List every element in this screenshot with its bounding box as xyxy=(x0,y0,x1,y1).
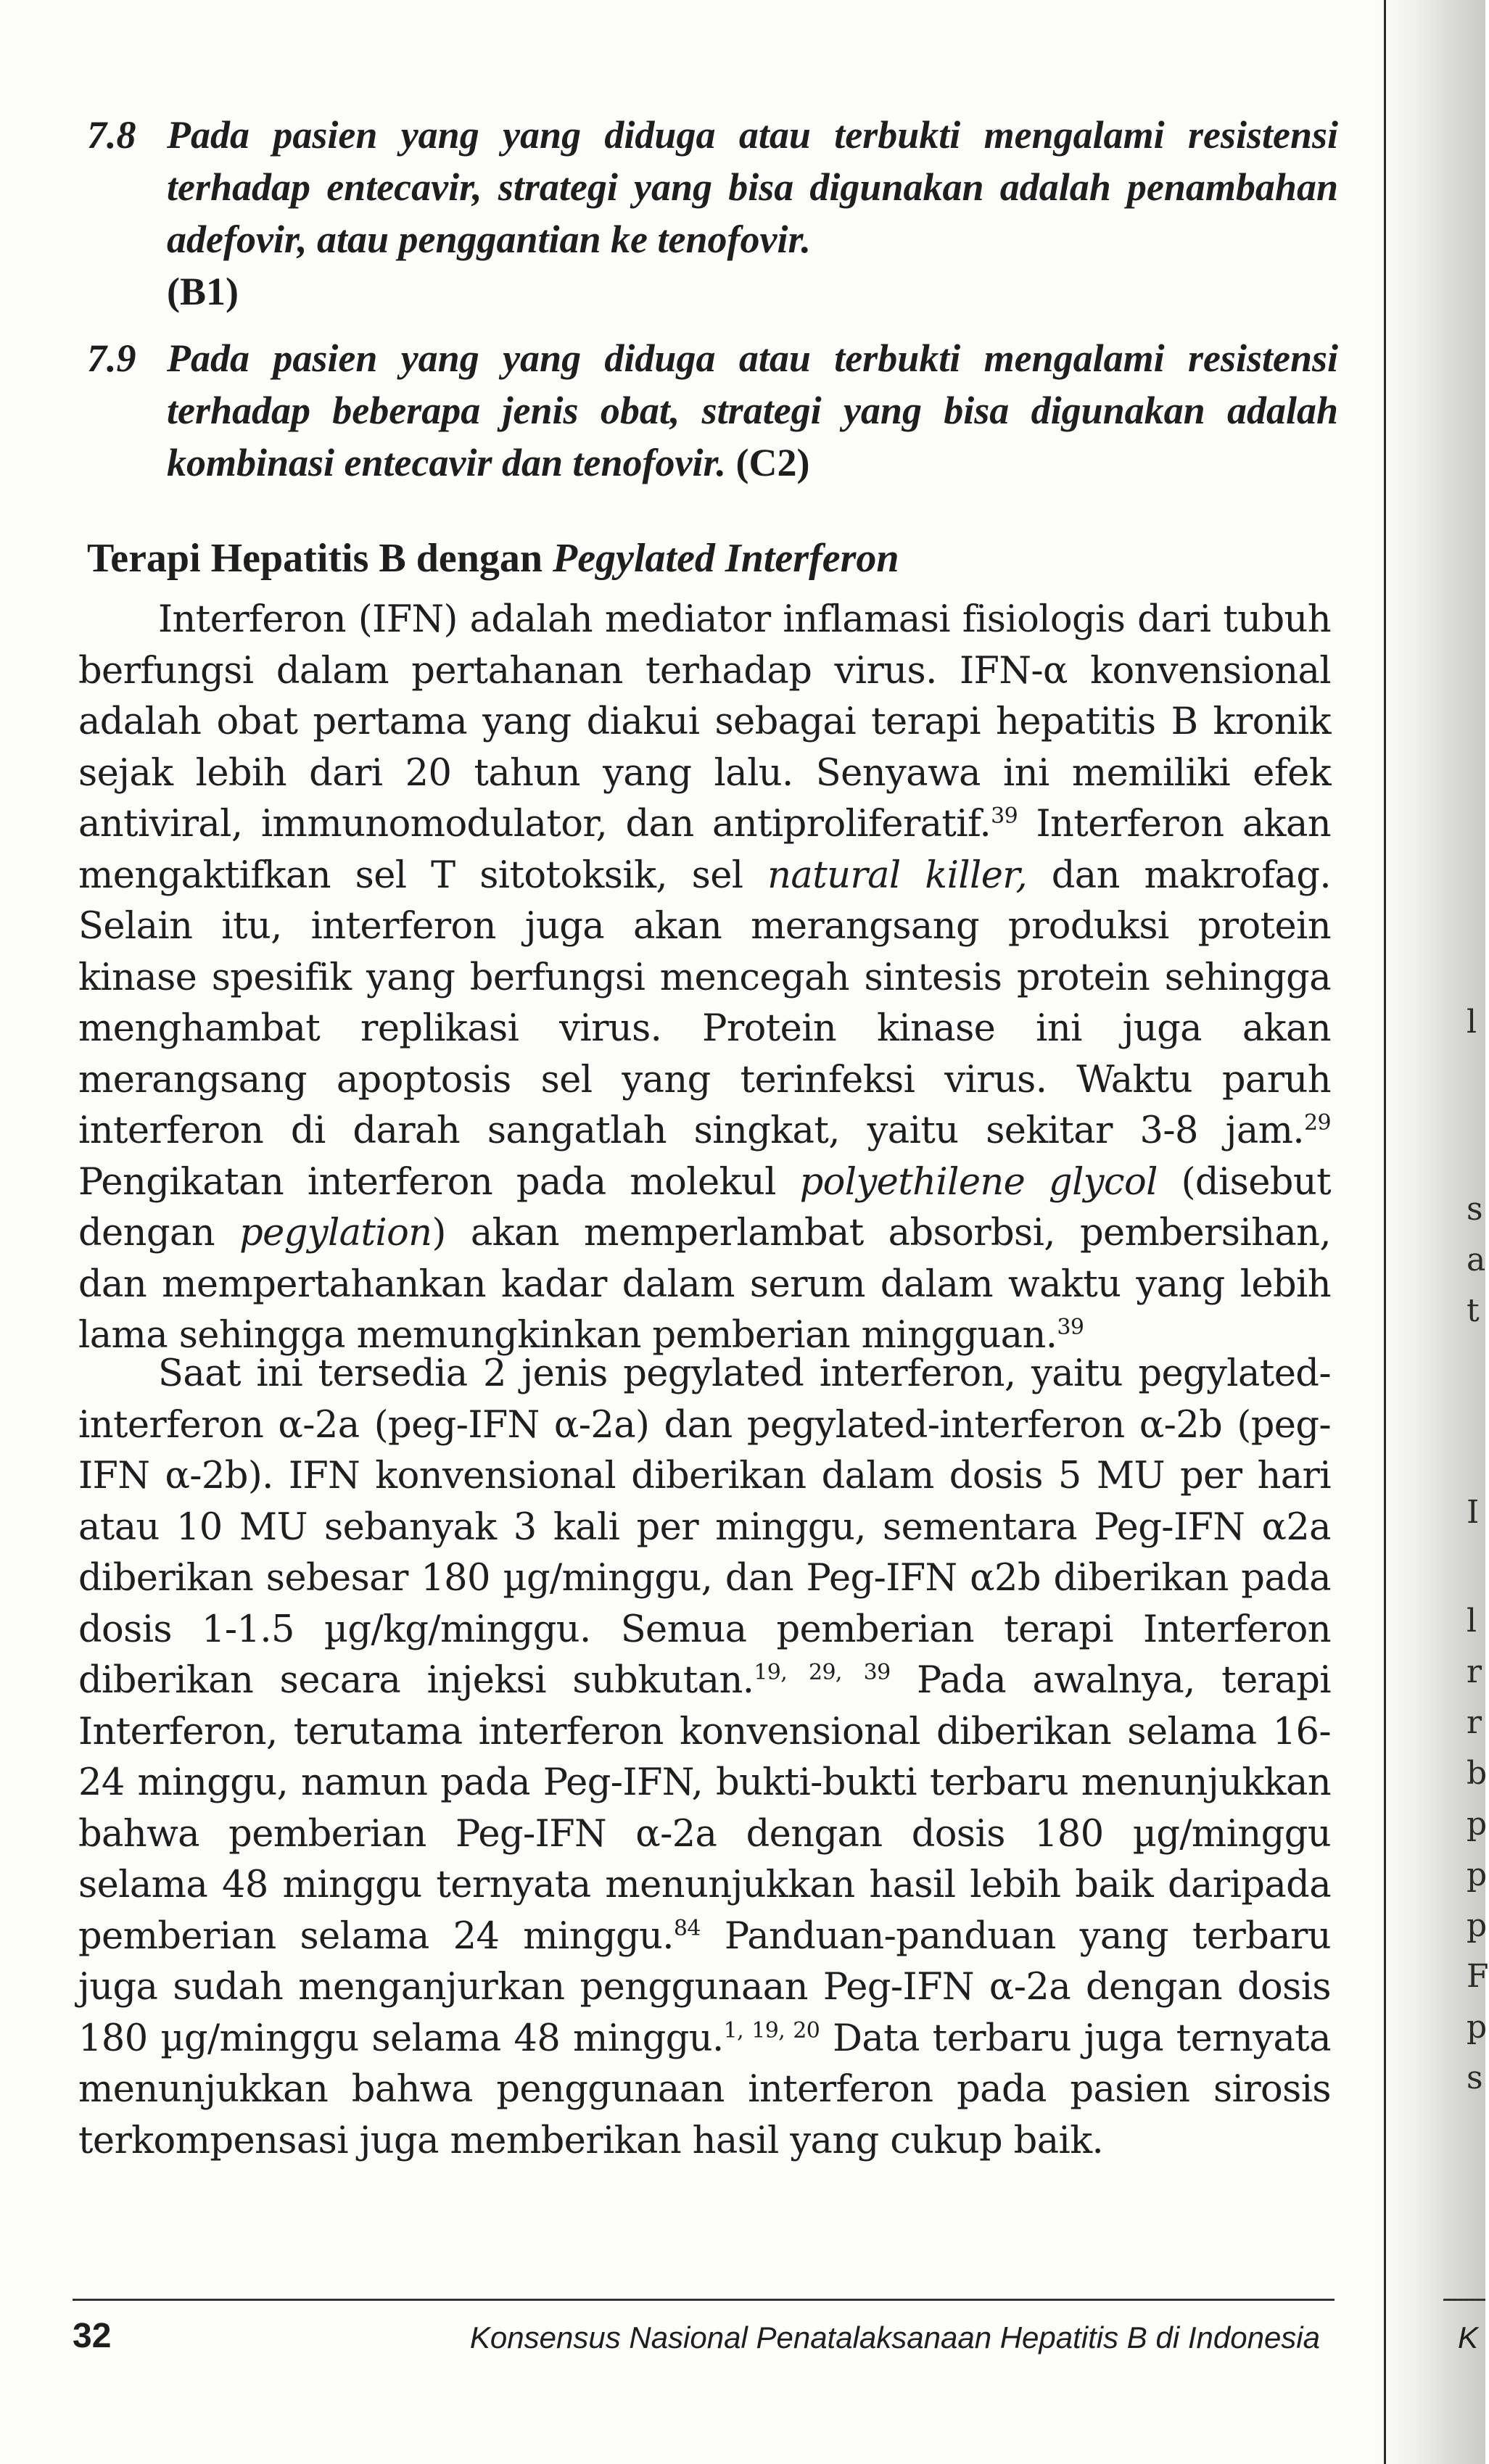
text-run: ) akan memperlambat absorbsi, pembersihan, dan mempertahankan kadar dalam serum dalam waktu yang lebih lama sehingga memungkinkan pemberian mingguan. xyxy=(78,1212,1331,1357)
recommendation-text-wrapper xyxy=(167,332,1338,489)
citation: 39 xyxy=(1057,1315,1084,1340)
text-run: Data terbaru juga ternyata menunjukkan bahwa penggunaan interferon pada pasien sirosis terkompensasi juga memberikan hasil yang cukup baik. xyxy=(78,2017,1331,2162)
citation: 1, 19, 20 xyxy=(723,2017,820,2043)
section-heading xyxy=(87,529,899,587)
citation: 39 xyxy=(991,803,1018,829)
next-page-edge-char: r xyxy=(1467,1704,1482,1741)
next-page-edge-char: l xyxy=(1467,1603,1477,1640)
citation: 19, 29, 39 xyxy=(754,1660,891,1685)
recommendation-text-wrapper xyxy=(167,109,1338,318)
next-page-edge-char: b xyxy=(1467,1755,1488,1792)
text-run: (disebut dengan xyxy=(78,1160,1331,1254)
text-run: Interferon akan mengaktifkan sel T sitotoksik, sel xyxy=(78,803,1331,897)
citation: 84 xyxy=(673,1915,701,1941)
italic-term: natural killer, xyxy=(767,853,1028,897)
page-number: 32 xyxy=(73,2317,112,2355)
recommendation-number: 7.8 xyxy=(87,113,136,157)
citation: 29 xyxy=(1304,1110,1331,1136)
next-page-edge-char: s xyxy=(1467,2059,1483,2096)
next-page-edge-char: p xyxy=(1467,1856,1488,1893)
next-page-edge-char: a xyxy=(1467,1241,1486,1278)
text-run: dan makrofag. Selain itu, interferon juga akan merangsang produksi protein kinase spesifik yang berfungsi mencegah sintesis protein sehingga menghambat replikasi virus. Protein kinase ini juga akan merangsang apoptosis sel yang terinfeksi virus. Waktu paruh interferon di darah sangatlah singkat, yaitu sekitar 3-8 jam. xyxy=(78,853,1331,1152)
next-page-edge-char: p xyxy=(1467,1806,1488,1843)
footer-divider xyxy=(73,2299,1335,2301)
italic-term: pegylation xyxy=(239,1212,432,1254)
running-footer-title: Konsensus Nasional Penatalaksanaan Hepatitis B di Indonesia xyxy=(469,2320,1320,2355)
footer-divider-next-page xyxy=(1443,2299,1485,2301)
recommendation-grade: (C2) xyxy=(735,441,810,484)
recommendation-text: Pada pasien yang yang diduga atau terbukti mengalami resistensi terhadap entecavir, strategi yang bisa digunakan adalah penambahan adefovir, atau penggantian ke tenofovir. xyxy=(167,113,1338,261)
paragraph-peg-ifn-dosing xyxy=(78,1349,1331,2167)
next-page-edge-char: s xyxy=(1467,1191,1483,1228)
next-page-edge-char: r xyxy=(1467,1653,1482,1690)
text-run: Pengikatan interferon pada molekul xyxy=(78,1160,800,1204)
text-run: Saat ini tersedia 2 jenis pegylated interferon, yaitu pegylated-interferon α-2a (peg-IFN α-2a) dan pegylated-interferon α-2b (peg-IFN α-2b). IFN konvensional diberikan dalam dosis 5 MU per hari atau 10 MU sebanyak 3 kali per minggu, sementara Peg-IFN α2a diberikan sebesar 180 µg/minggu, dan Peg-IFN α2b diberikan pada dosis 1-1.5 µg/kg/minggu. Semua pemberian terapi Interferon diberikan secara injeksi subkutan. xyxy=(78,1352,1331,1702)
recommendation-number: 7.9 xyxy=(87,336,136,380)
next-page-footer-fragment: K xyxy=(1458,2320,1479,2355)
text-run: Panduan-panduan yang terbaru juga sudah menganjurkan penggunaan Peg-IFN α-2a dengan dosis 180 µg/minggu selama 48 minggu. xyxy=(78,1914,1331,2060)
recommendation-text: Pada pasien yang yang diduga atau terbukti mengalami resistensi terhadap beberapa jenis obat, strategi yang bisa digunakan adalah kombinasi entecavir dan tenofovir. xyxy=(167,336,1338,484)
paragraph-interferon-intro xyxy=(78,595,1331,1362)
recommendation-7-9 xyxy=(87,332,1338,489)
next-page-edge-char: p xyxy=(1467,2009,1488,2046)
recommendation-grade: (B1) xyxy=(167,270,239,313)
next-page-edge-char: t xyxy=(1467,1292,1480,1329)
heading-text: Terapi Hepatitis B dengan xyxy=(87,536,553,581)
italic-term: polyethilene glycol xyxy=(799,1160,1158,1204)
binding-edge xyxy=(1384,0,1386,2464)
recommendation-7-8 xyxy=(87,109,1338,318)
next-page-edge-char: p xyxy=(1467,1907,1488,1944)
heading-italic-text: Pegylated Interferon xyxy=(553,536,899,581)
text-run: Interferon (IFN) adalah mediator inflamasi fisiologis dari tubuh berfungsi dalam pertahanan terhadap virus. IFN-α konvensional adalah obat pertama yang diakui sebagai terapi hepatitis B kronik sejak lebih dari 20 tahun yang lalu. Senyawa ini memiliki efek antiviral, immunomodulator, dan antiproliferatif. xyxy=(78,598,1331,846)
next-page-edge-char: I xyxy=(1467,1494,1480,1531)
text-run: Pada awalnya, terapi Interferon, terutama interferon konvensional diberikan selama 16-24 minggu, namun pada Peg-IFN, bukti-bukti terbaru menunjukkan bahwa pemberian Peg-IFN α-2a dengan dosis 180 µg/minggu selama 48 minggu ternyata menunjukkan hasil lebih baik daripada pemberian selama 24 minggu. xyxy=(78,1659,1331,1958)
next-page-edge-char: l xyxy=(1467,1004,1477,1041)
next-page-edge-char: F xyxy=(1467,1958,1489,1995)
